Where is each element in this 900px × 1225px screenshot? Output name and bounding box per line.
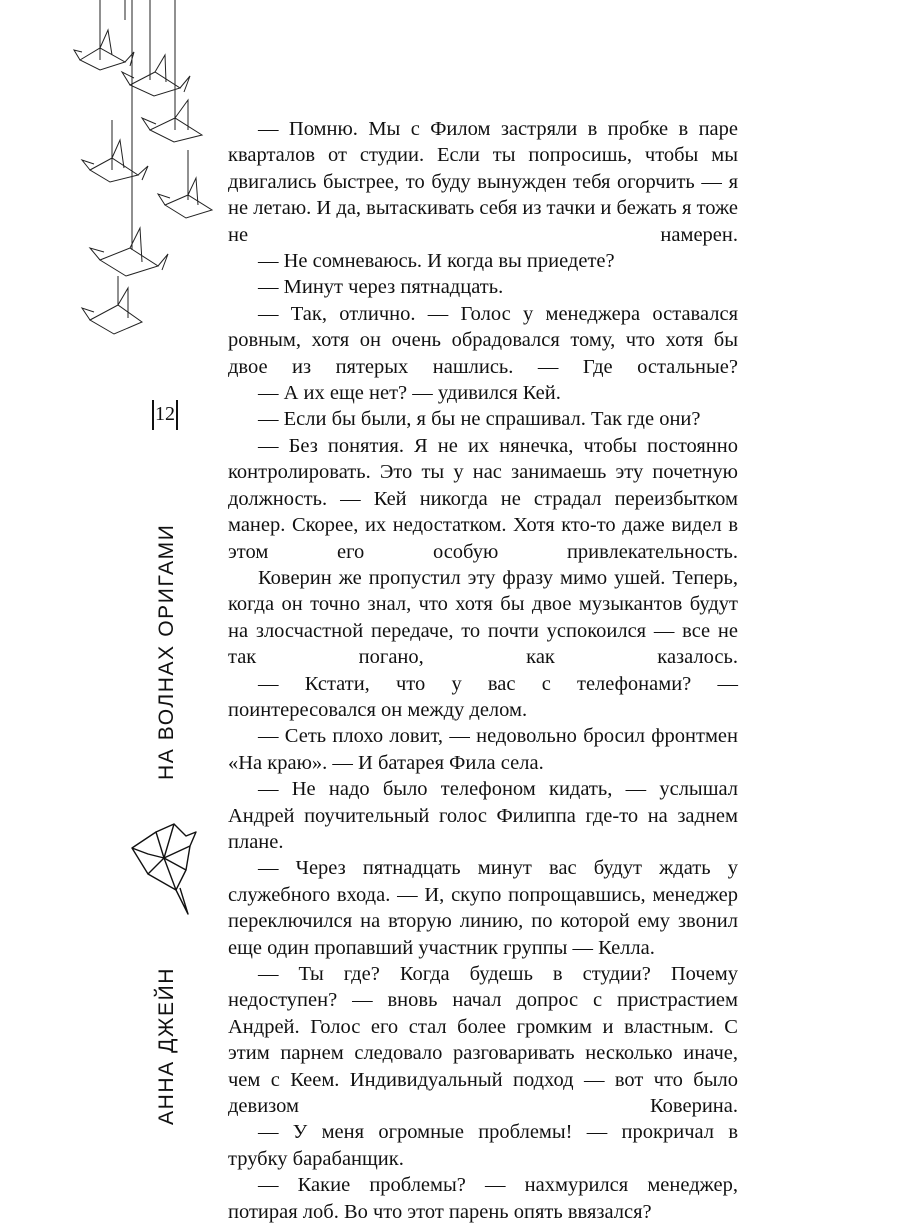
page-number-value: 12 <box>155 403 175 425</box>
running-header-title: НА ВОЛНАХ ОРИГАМИ <box>155 523 178 780</box>
paragraph: — Минут через пятнадцать. <box>258 276 504 299</box>
paragraph: — Так, отлично. — Голос у менеджера оставался ровным, хотя он очень обрадовался тому, что хотя бы двое из пятерых нашлись. — Где остальные? <box>228 302 738 378</box>
paragraph: — Не надо было телефоном кидать, — услышал Андрей поучительный голос Филиппа где-то на заднем плане. <box>228 778 738 853</box>
paragraph: — Без понятия. Я не их нянечка, чтобы постоянно контролировать. Это ты у нас занимаешь эту почетную должность. — Кей никогда не страдал переизбытком манер. Скорее, их недостатком. Хотя кто-то даже видел в этом его особую привлекательность. <box>228 434 738 563</box>
page-number <box>150 398 180 434</box>
origami-bird-icon <box>128 818 206 918</box>
paragraph: — Не сомневаюсь. И когда вы приедете? <box>258 250 615 273</box>
paragraph: — Кстати, что у вас с телефонами? — поинтересовался он между делом. <box>228 672 738 721</box>
paragraph: — Если бы были, я бы не спрашивал. Так где они? <box>258 408 701 431</box>
paragraph: Коверин же пропустил эту фразу мимо ушей. Теперь, когда он точно знал, что хотя бы двое музыкантов будут на злосчастной передаче, то почти успокоился — все не так погано, как казалось. <box>228 566 738 669</box>
body-text <box>228 116 738 1225</box>
paragraph: — Сеть плохо ловит, — недовольно бросил фронтмен «На краю». — И батарея Фила села. <box>228 725 738 774</box>
paragraph: — Через пятнадцать минут вас будут ждать у служебного входа. — И, скупо попрощавшись, менеджер переключился на вторую линию, по которой ему звонил еще один пропавший участник группы — Келла. <box>228 857 738 959</box>
paragraph: — Ты где? Когда будешь в студии? Почему недоступен? — вновь начал допрос с пристрастием Андрей. Голос его стал более громким и властным. С этим парнем следовало разговаривать несколько иначе, чем с Кеем. Индивидуальный подход — вот что было девизом Коверина. <box>228 963 738 1118</box>
running-header-author: АННА ДЖЕЙН <box>155 966 178 1125</box>
paragraph: — Какие проблемы? — нахмурился менеджер, потирая лоб. Во что этот парень опять ввязался? <box>228 1174 738 1223</box>
origami-cranes-icon <box>70 0 220 360</box>
paragraph: — Помню. Мы с Филом застряли в пробке в паре кварталов от студии. Если ты попросишь, чтобы мы двигались быстрее, то буду вынужден тебя огорчить — я не летаю. И да, вытаскивать себя из тачки и бежать я тоже не намерен. <box>228 118 738 246</box>
paragraph: — А их еще нет? — удивился Кей. <box>258 382 561 405</box>
paragraph: — У меня огромные проблемы! — прокричал в трубку барабанщик. <box>228 1121 738 1170</box>
